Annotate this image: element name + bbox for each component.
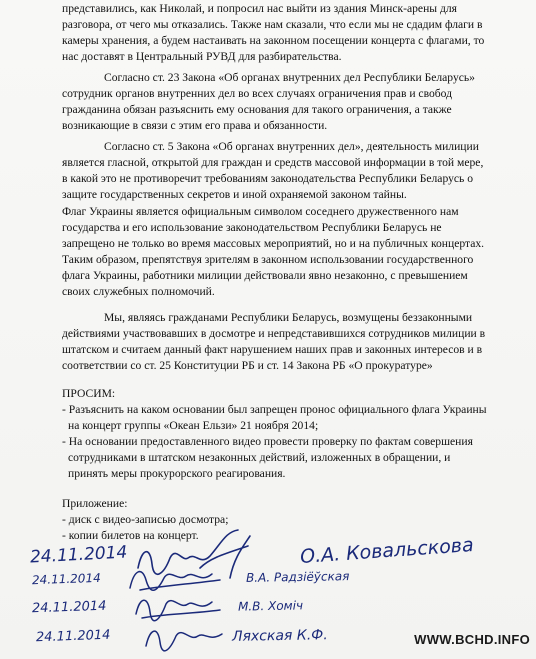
text-line: соответствии со ст. 25 Конституции РБ и ст. 14 Закона РБ «О прокуратуре»	[62, 359, 433, 372]
text-line: Таким образом, препятствуя зрителям в законном использовании государственного	[62, 253, 474, 266]
text-line: - Разъяснить на каком основании был запрещен пронос официального флага Украины	[62, 403, 487, 416]
text-line: разговора, от чего мы отказались. Также нам сказали, что если мы не сдадим флаги в	[62, 18, 483, 31]
attachment-heading: Приложение:	[62, 497, 128, 510]
text-line: - диск с видео-записью досмотра;	[62, 513, 229, 526]
text-line: действиями участвовавших в досмотре и непредставившихся сотрудников милиции в	[62, 327, 486, 340]
text-line: защите государственных секретов и иной охраняемой законом тайны.	[62, 188, 407, 201]
handwritten-date: 24.11.2014	[31, 598, 107, 617]
text-line: гражданина обязан разъяснить ему основания для такого ограничения, а также	[62, 103, 452, 116]
text-line: своих служебных полномочий.	[62, 285, 215, 298]
signature-3	[128, 590, 228, 624]
signature-4	[140, 620, 230, 654]
handwritten-name: В.А. Радзіёўская	[245, 569, 350, 585]
text-line: - копии билетов на концерт.	[62, 529, 199, 542]
text-line: Согласно ст. 23 Закона «Об органах внутренних дел Республики Беларусь»	[104, 71, 475, 84]
handwritten-name: М.В. Хоміч	[237, 598, 304, 614]
text-line: камеры хранения, а будем настаивать на законном посещении концерта с флагами, то	[62, 34, 485, 47]
text-line: запрещено не только во время массовых мероприятий, но и на публичных концертах.	[62, 237, 485, 250]
text-line: на концерт группы «Океан Ельзи» 21 ноября 2014;	[68, 419, 319, 432]
text-line: сотрудниками в штатском незаконных действий, изложенных в обращении, и	[68, 451, 451, 464]
text-line: Мы, являясь гражданами Республики Беларусь, возмущены беззаконными	[104, 311, 473, 324]
text-line: принять меры прокурорского реагирования.	[68, 467, 286, 480]
text-line: нас доставят в Центральный РУВД для разбирательства.	[62, 50, 342, 63]
text-line: возникающие в связи с этим его права и обязанности.	[62, 119, 328, 132]
text-line: является гласной, открытой для граждан и средств массовой информации в той мере,	[62, 156, 484, 169]
text-line: Флаг Украины является официальным символом соседнего дружественного нам	[62, 205, 459, 218]
text-line: Согласно ст. 5 Закона «Об органах внутренних дел», деятельность милиции	[104, 140, 479, 153]
handwritten-name: О.А. Ковальскова	[299, 533, 475, 569]
text-line: флага Украины, работники милиции действовали явно незаконно, с превышением	[62, 269, 468, 282]
text-line: представились, как Николай, и попросил нас выйти из здания Минск-арены для	[62, 2, 457, 15]
text-line: - На основании предоставленного видео провести проверку по фактам совершения	[62, 435, 473, 448]
handwritten-date: 24.11.2014	[29, 542, 128, 568]
watermark: WWW.BCHD.INFO	[414, 632, 530, 647]
handwritten-date: 24.11.2014	[35, 627, 111, 646]
text-line: государства и его использование законодательством Республики Беларусь не	[62, 221, 442, 234]
text-line: штатском и считаем данный факт нарушением наших прав и законных интересов и в	[62, 343, 483, 356]
request-heading: ПРОСИМ:	[62, 387, 116, 400]
text-line: в какой это не противоречит требованиям законодательства Республики Беларусь о	[62, 172, 474, 185]
text-line: сотрудник органов внутренних дел во всех случаях ограничения прав и свобод	[62, 87, 453, 100]
handwritten-date: 24.11.2014	[31, 570, 101, 588]
handwritten-name: Ляхская К.Ф.	[231, 627, 328, 645]
